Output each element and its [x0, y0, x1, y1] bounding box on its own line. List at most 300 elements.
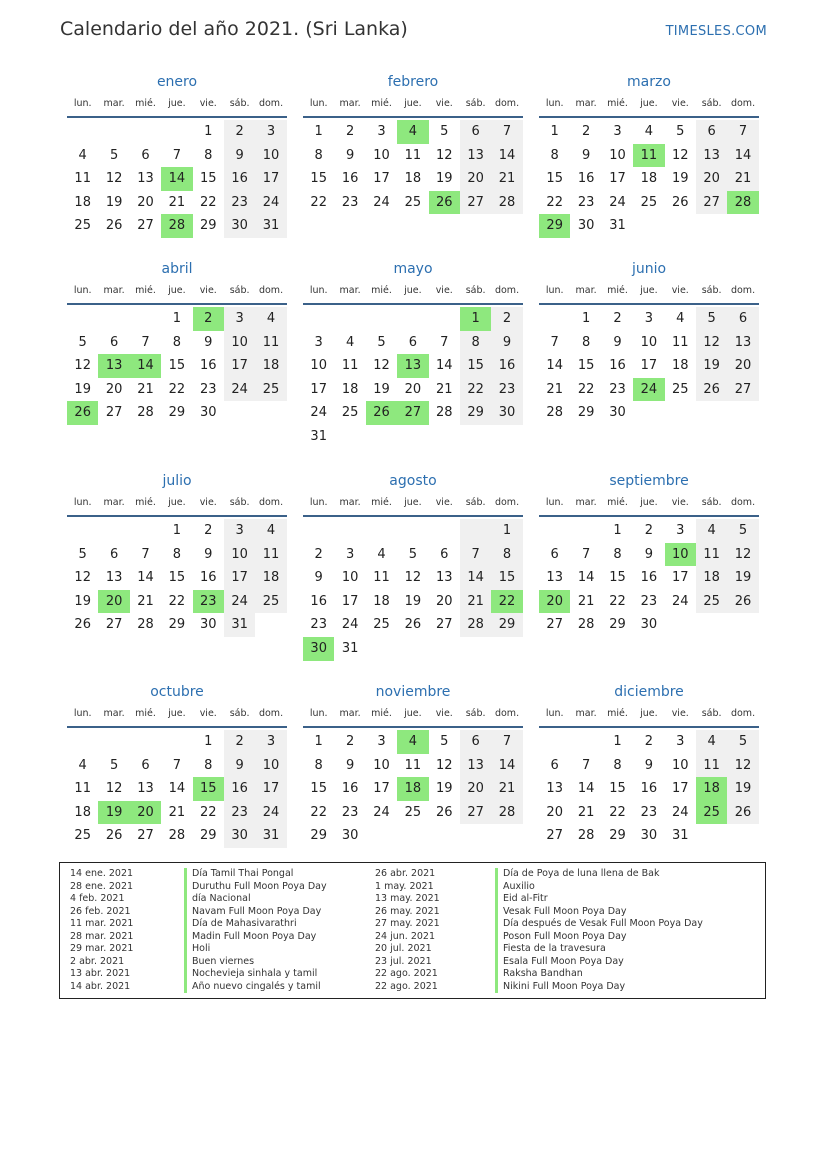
day-cell: 26	[435, 804, 453, 820]
day-cell: 17	[224, 354, 255, 378]
day-cell: 16	[640, 781, 658, 797]
day-cell: 24	[609, 194, 626, 210]
day-cell: 31	[671, 828, 689, 844]
holiday-day-cell: 19	[98, 801, 129, 825]
month-grid	[67, 279, 287, 425]
weekday-header: mié.	[602, 491, 633, 517]
day-cell: 24	[671, 804, 689, 820]
day-cell: 16	[199, 358, 217, 374]
day-cell: 15	[199, 171, 217, 187]
day-cell: 6	[460, 120, 491, 144]
day-cell: 28	[491, 801, 522, 825]
holiday-name: Raksha Bandhan	[495, 968, 703, 981]
month-title: noviembre	[375, 684, 451, 700]
holiday-day-cell: 2	[193, 307, 224, 331]
holiday-day-cell: 20	[98, 590, 129, 614]
day-cell: 23	[609, 381, 626, 397]
day-cell: 28	[491, 191, 522, 215]
month-grid	[303, 279, 523, 449]
day-cell: 16	[577, 171, 595, 187]
day-cell: 24	[255, 801, 286, 825]
month-title: junio	[631, 261, 667, 277]
day-cell: 24	[310, 405, 327, 421]
day-cell: 29	[609, 828, 626, 844]
day-cell: 19	[74, 593, 91, 609]
weekday-header: dom.	[727, 702, 758, 728]
weekday-header: mar.	[98, 702, 129, 728]
weekday-header: lun.	[539, 491, 570, 517]
weekday-header: vie.	[665, 92, 696, 118]
month-grid	[539, 702, 759, 848]
day-cell: 1	[314, 124, 323, 139]
holiday-day-cell: 23	[193, 590, 224, 614]
month-title: febrero	[387, 74, 439, 90]
day-cell: 4	[644, 124, 653, 139]
day-cell: 28	[435, 405, 453, 421]
day-cell: 22	[310, 194, 327, 210]
day-cell: 2	[314, 546, 323, 562]
day-cell: 12	[105, 171, 123, 187]
day-cell: 12	[435, 147, 453, 163]
holiday-date: 26 feb. 2021	[70, 905, 131, 917]
day-cell: 27	[460, 801, 491, 825]
month-abril	[67, 259, 287, 425]
weekday-header: jue.	[397, 279, 428, 305]
day-cell: 25	[640, 194, 658, 210]
day-cell: 31	[224, 613, 255, 637]
day-cell: 19	[404, 593, 422, 609]
month-julio	[67, 471, 287, 637]
day-cell: 10	[224, 331, 255, 355]
site-link[interactable]: TIMESLES.COM	[665, 24, 767, 39]
day-cell: 14	[491, 144, 522, 168]
day-cell: 23	[491, 378, 522, 402]
day-cell: 7	[141, 334, 150, 350]
day-cell: 24	[373, 194, 390, 210]
month-octubre	[67, 682, 287, 848]
day-cell: 22	[460, 378, 491, 402]
day-cell: 7	[581, 757, 591, 773]
holiday-name: Nikini Full Moon Poya Day	[495, 981, 703, 994]
weekday-header: mié.	[602, 702, 633, 728]
day-cell: 16	[640, 570, 658, 586]
day-cell: 17	[224, 566, 255, 590]
weekday-header: mié.	[130, 702, 161, 728]
holiday-date: 28 mar. 2021	[70, 930, 134, 942]
day-cell: 17	[640, 358, 658, 374]
holiday-name: Esala Full Moon Poya Day	[495, 956, 703, 969]
holiday-day-cell: 18	[696, 777, 727, 801]
day-cell: 18	[255, 354, 286, 378]
empty-cell	[366, 519, 397, 543]
day-cell: 26	[671, 194, 689, 210]
day-cell: 26	[696, 378, 727, 402]
weekday-header: lun.	[67, 92, 98, 118]
day-cell: 23	[577, 194, 595, 210]
month-title: julio	[162, 473, 192, 489]
day-cell: 2	[644, 734, 653, 749]
weekday-header: lun.	[303, 92, 334, 118]
holiday-day-cell: 1	[460, 307, 491, 331]
day-cell: 29	[609, 617, 626, 633]
day-cell: 18	[74, 194, 91, 210]
day-cell: 24	[224, 378, 255, 402]
day-cell: 20	[696, 167, 727, 191]
holiday-name: Fiesta de la travesura	[495, 943, 703, 956]
holiday-day-cell: 10	[665, 543, 696, 567]
day-cell: 25	[74, 218, 91, 234]
day-cell: 2	[613, 311, 622, 326]
day-cell: 24	[671, 593, 689, 609]
day-cell: 14	[546, 358, 563, 374]
day-cell: 30	[199, 617, 217, 633]
holiday-date: 1 may. 2021	[375, 880, 434, 892]
day-cell: 6	[109, 334, 119, 350]
holiday-date: 26 may. 2021	[375, 905, 440, 917]
day-cell: 21	[491, 167, 522, 191]
day-cell: 1	[172, 523, 181, 538]
day-cell: 27	[137, 828, 154, 844]
day-cell: 5	[440, 124, 449, 139]
day-cell: 13	[460, 754, 491, 778]
empty-cell	[130, 730, 161, 754]
day-cell: 11	[696, 543, 727, 567]
holiday-dates-col-2	[375, 868, 440, 993]
weekday-header: lun.	[539, 92, 570, 118]
day-cell: 30	[640, 617, 658, 633]
day-cell: 14	[577, 570, 595, 586]
day-cell: 16	[341, 781, 359, 797]
day-cell: 1	[204, 124, 213, 139]
day-cell: 13	[137, 171, 154, 187]
day-cell: 12	[105, 781, 123, 797]
weekday-header: mar.	[98, 279, 129, 305]
weekday-header: mar.	[334, 702, 365, 728]
day-cell: 8	[550, 147, 559, 163]
day-cell: 9	[491, 331, 522, 355]
day-cell: 5	[440, 734, 449, 749]
day-cell: 23	[310, 617, 327, 633]
day-cell: 8	[172, 546, 181, 562]
day-cell: 28	[577, 828, 595, 844]
day-cell: 31	[310, 428, 327, 444]
day-cell: 6	[408, 334, 417, 350]
day-cell: 28	[546, 405, 563, 421]
day-cell: 26	[727, 590, 758, 614]
weekday-header: vie.	[193, 92, 224, 118]
holiday-day-cell: 26	[366, 401, 397, 425]
day-cell: 7	[491, 120, 522, 144]
day-cell: 31	[255, 824, 286, 848]
day-cell: 10	[255, 754, 286, 778]
day-cell: 22	[546, 194, 563, 210]
month-marzo	[539, 72, 759, 238]
day-cell: 19	[105, 194, 123, 210]
empty-cell	[67, 519, 98, 543]
day-cell: 4	[377, 546, 386, 562]
day-cell: 29	[310, 828, 327, 844]
weekday-header: mié.	[602, 92, 633, 118]
weekday-header: mar.	[334, 491, 365, 517]
month-title: abril	[161, 261, 193, 277]
weekday-header: vie.	[665, 279, 696, 305]
weekday-header: mar.	[98, 92, 129, 118]
day-cell: 6	[141, 147, 150, 163]
day-cell: 9	[613, 334, 622, 350]
empty-cell	[334, 519, 365, 543]
day-cell: 6	[440, 546, 449, 562]
weekday-header: vie.	[429, 92, 460, 118]
day-cell: 2	[644, 523, 653, 538]
day-cell: 7	[440, 334, 449, 350]
holiday-name: Día después de Vesak Full Moon Poya Day	[495, 918, 703, 931]
day-cell: 30	[577, 218, 595, 234]
day-cell: 17	[373, 781, 390, 797]
day-cell: 24	[341, 617, 359, 633]
day-cell: 9	[345, 147, 355, 163]
day-cell: 27	[460, 191, 491, 215]
empty-cell	[539, 307, 570, 331]
month-mayo	[303, 259, 523, 449]
month-grid	[539, 491, 759, 637]
day-cell: 20	[460, 167, 491, 191]
weekday-header: vie.	[665, 491, 696, 517]
day-cell: 18	[255, 566, 286, 590]
day-cell: 13	[546, 781, 563, 797]
day-cell: 23	[341, 804, 359, 820]
day-cell: 10	[671, 757, 689, 773]
weekday-header: jue.	[397, 702, 428, 728]
empty-cell	[98, 120, 129, 144]
holiday-day-cell: 25	[696, 801, 727, 825]
empty-cell	[303, 519, 334, 543]
day-cell: 26	[105, 218, 123, 234]
holiday-name: Día de Mahasivarathri	[184, 918, 327, 931]
day-cell: 4	[255, 307, 286, 331]
day-cell: 1	[491, 519, 522, 543]
weekday-header: jue.	[397, 491, 428, 517]
day-cell: 15	[460, 354, 491, 378]
day-cell: 2	[204, 523, 213, 538]
day-cell: 22	[609, 804, 626, 820]
empty-cell	[98, 307, 129, 331]
day-cell: 13	[696, 144, 727, 168]
weekday-header: mar.	[570, 491, 601, 517]
day-cell: 8	[204, 147, 213, 163]
day-cell: 22	[168, 593, 186, 609]
day-cell: 25	[696, 590, 727, 614]
day-cell: 12	[696, 331, 727, 355]
weekday-header: lun.	[539, 702, 570, 728]
holiday-day-cell: 11	[633, 144, 664, 168]
weekday-header: jue.	[161, 491, 192, 517]
day-cell: 20	[105, 381, 123, 397]
holiday-day-cell: 28	[727, 191, 758, 215]
day-cell: 8	[460, 331, 491, 355]
month-title: marzo	[627, 74, 671, 90]
day-cell: 30	[609, 405, 626, 421]
day-cell: 7	[491, 730, 522, 754]
day-cell: 16	[310, 593, 327, 609]
empty-cell	[429, 307, 460, 331]
day-cell: 26	[74, 617, 91, 633]
weekday-header: sáb.	[224, 92, 255, 118]
day-cell: 27	[105, 617, 123, 633]
day-cell: 4	[78, 147, 87, 163]
day-cell: 24	[224, 590, 255, 614]
day-cell: 25	[74, 828, 91, 844]
holiday-day-cell: 13	[98, 354, 129, 378]
day-cell: 3	[377, 734, 386, 749]
day-cell: 19	[435, 171, 453, 187]
day-cell: 9	[345, 757, 355, 773]
day-cell: 3	[377, 124, 386, 139]
day-cell: 5	[78, 334, 87, 350]
day-cell: 10	[373, 147, 390, 163]
day-cell: 20	[435, 593, 453, 609]
day-cell: 28	[137, 405, 154, 421]
empty-cell	[98, 519, 129, 543]
month-title: enero	[156, 74, 198, 90]
day-cell: 11	[671, 334, 689, 350]
weekday-header: mar.	[98, 491, 129, 517]
day-cell: 19	[696, 354, 727, 378]
day-cell: 6	[550, 546, 559, 562]
day-cell: 16	[491, 354, 522, 378]
month-grid	[539, 92, 759, 238]
day-cell: 30	[199, 405, 217, 421]
day-cell: 26	[727, 801, 758, 825]
day-cell: 5	[78, 546, 87, 562]
day-cell: 28	[460, 613, 491, 637]
weekday-header: vie.	[193, 279, 224, 305]
weekday-header: sáb.	[224, 702, 255, 728]
weekday-header: dom.	[255, 702, 286, 728]
weekday-header: dom.	[255, 92, 286, 118]
day-cell: 15	[310, 781, 327, 797]
day-cell: 10	[224, 543, 255, 567]
weekday-header: lun.	[303, 279, 334, 305]
day-cell: 28	[137, 617, 154, 633]
day-cell: 22	[310, 804, 327, 820]
weekday-header: sáb.	[696, 279, 727, 305]
day-cell: 4	[696, 730, 727, 754]
holiday-name: Navam Full Moon Poya Day	[184, 906, 327, 919]
weekday-header: dom.	[727, 491, 758, 517]
holiday-date: 28 ene. 2021	[70, 880, 134, 892]
day-cell: 2	[224, 730, 255, 754]
day-cell: 31	[255, 214, 286, 238]
day-cell: 10	[373, 757, 390, 773]
day-cell: 30	[640, 828, 658, 844]
month-title: diciembre	[614, 684, 684, 700]
holiday-name: Eid al-Fitr	[495, 893, 703, 906]
month-grid	[539, 279, 759, 425]
day-cell: 23	[640, 593, 658, 609]
day-cell: 31	[609, 218, 626, 234]
weekday-header: lun.	[303, 491, 334, 517]
day-cell: 11	[255, 331, 286, 355]
day-cell: 27	[546, 828, 563, 844]
holiday-date: 23 jul. 2021	[375, 955, 432, 967]
day-cell: 12	[373, 358, 390, 374]
day-cell: 25	[671, 381, 689, 397]
weekday-header: mié.	[366, 92, 397, 118]
holiday-day-cell: 24	[633, 378, 664, 402]
holiday-date: 14 abr. 2021	[70, 980, 131, 992]
holiday-names-col-2	[495, 868, 703, 993]
day-cell: 24	[373, 804, 390, 820]
weekday-header: vie.	[429, 279, 460, 305]
empty-cell	[303, 307, 334, 331]
day-cell: 19	[727, 566, 758, 590]
day-cell: 2	[345, 124, 355, 139]
weekday-header: lun.	[67, 491, 98, 517]
day-cell: 13	[435, 570, 453, 586]
day-cell: 15	[546, 171, 563, 187]
empty-cell	[570, 730, 601, 754]
day-cell: 18	[696, 566, 727, 590]
weekday-header: mié.	[130, 491, 161, 517]
holiday-day-cell: 15	[193, 777, 224, 801]
weekday-header: sáb.	[224, 491, 255, 517]
day-cell: 5	[377, 334, 386, 350]
day-cell: 12	[727, 543, 758, 567]
holiday-day-cell: 18	[397, 777, 428, 801]
day-cell: 9	[314, 570, 323, 586]
day-cell: 12	[671, 147, 689, 163]
day-cell: 8	[491, 543, 522, 567]
day-cell: 25	[255, 590, 286, 614]
day-cell: 4	[345, 334, 355, 350]
day-cell: 3	[224, 519, 255, 543]
empty-cell	[539, 519, 570, 543]
day-cell: 16	[341, 171, 359, 187]
day-cell: 19	[435, 781, 453, 797]
weekday-header: sáb.	[696, 702, 727, 728]
weekday-header: dom.	[255, 279, 286, 305]
day-cell: 28	[577, 617, 595, 633]
day-cell: 29	[168, 617, 186, 633]
holiday-name: Madin Full Moon Poya Day	[184, 931, 327, 944]
day-cell: 12	[404, 570, 422, 586]
day-cell: 30	[491, 401, 522, 425]
day-cell: 18	[74, 804, 91, 820]
day-cell: 15	[577, 358, 595, 374]
day-cell: 11	[696, 754, 727, 778]
holiday-day-cell: 22	[491, 590, 522, 614]
day-cell: 15	[491, 566, 522, 590]
holiday-date: 27 may. 2021	[375, 918, 440, 929]
weekday-header: mié.	[130, 279, 161, 305]
day-cell: 11	[404, 757, 422, 773]
holiday-day-cell: 14	[130, 354, 161, 378]
month-agosto	[303, 471, 523, 661]
day-cell: 3	[314, 334, 323, 350]
day-cell: 1	[613, 734, 622, 749]
weekday-header: dom.	[727, 279, 758, 305]
day-cell: 26	[404, 617, 422, 633]
day-cell: 3	[676, 523, 685, 538]
day-cell: 9	[644, 546, 653, 562]
holiday-day-cell: 26	[67, 401, 98, 425]
empty-cell	[334, 307, 365, 331]
holiday-name: Auxilio	[495, 881, 703, 894]
day-cell: 9	[224, 144, 255, 168]
day-cell: 14	[168, 781, 186, 797]
day-cell: 7	[727, 120, 758, 144]
day-cell: 13	[546, 570, 563, 586]
